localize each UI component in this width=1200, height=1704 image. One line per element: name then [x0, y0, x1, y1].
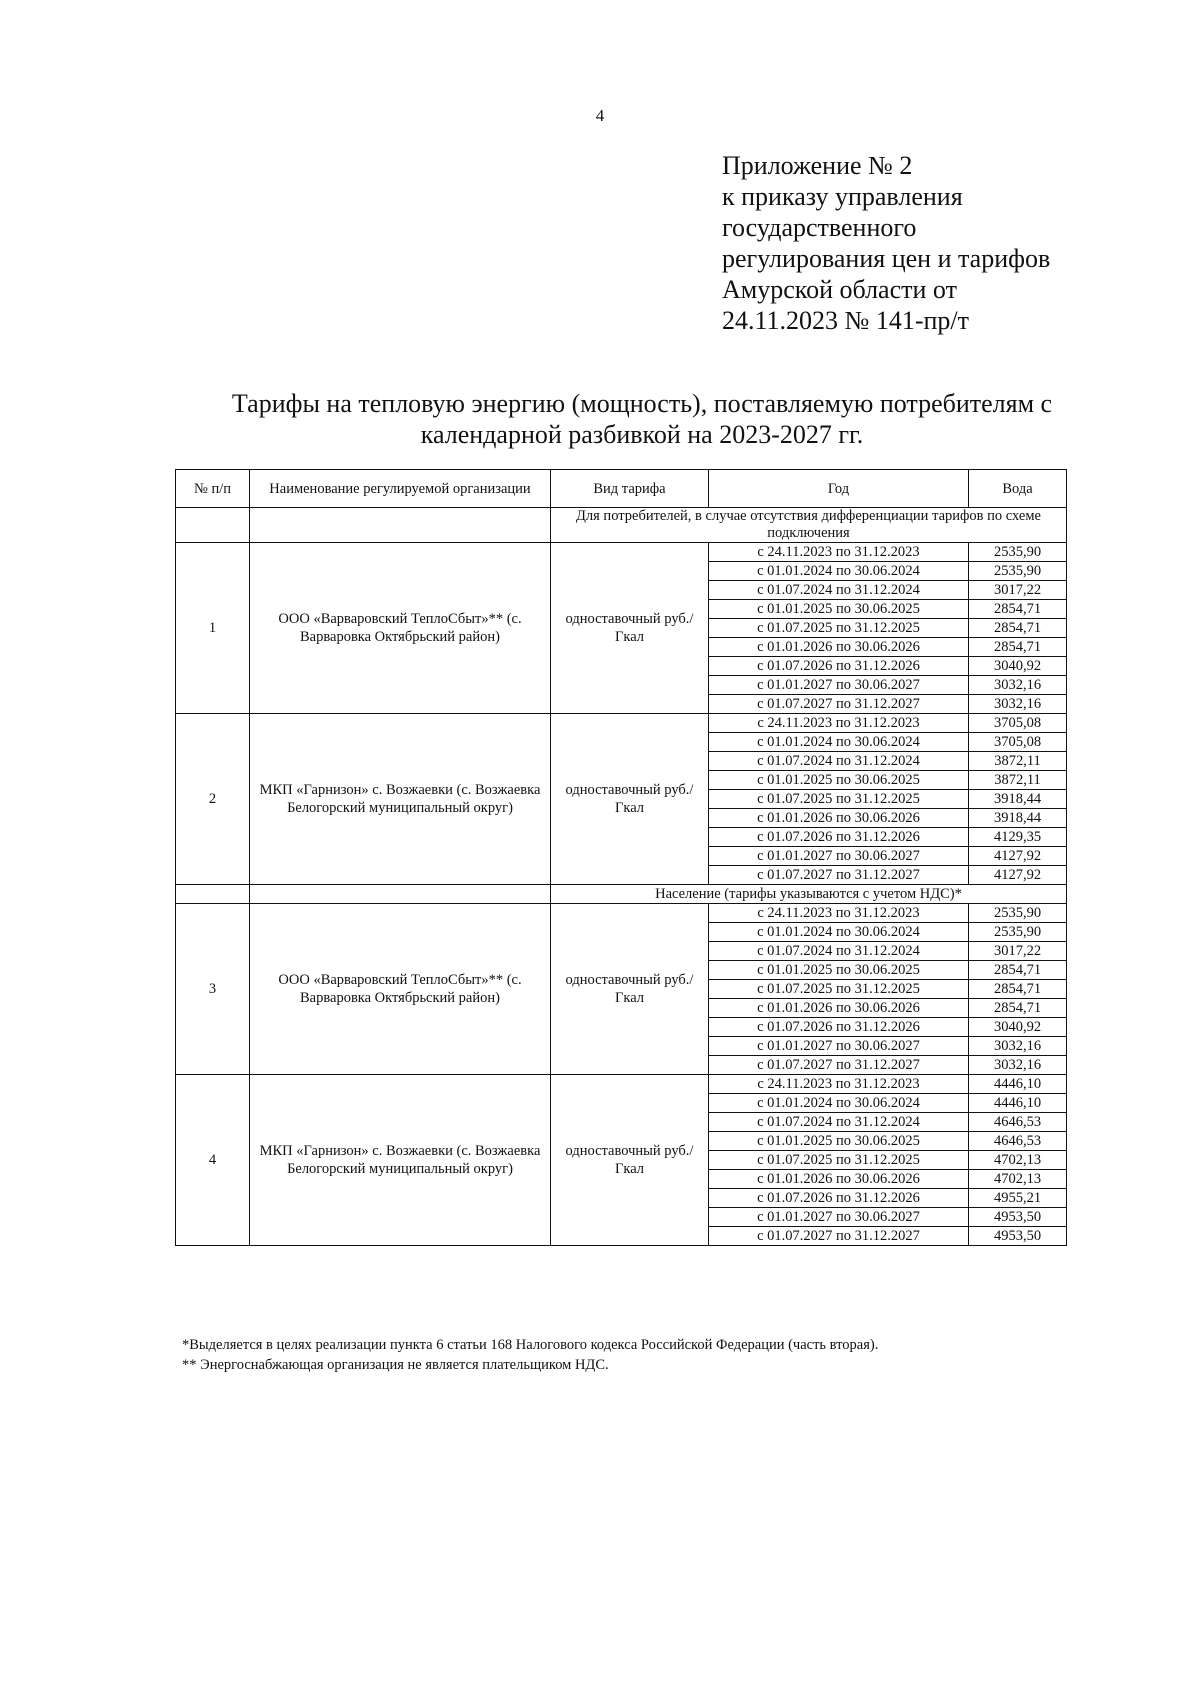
period-cell: с 24.11.2023 по 31.12.2023 — [709, 904, 969, 923]
water-tariff-value: 4127,92 — [969, 847, 1067, 866]
water-tariff-value: 2535,90 — [969, 923, 1067, 942]
row-number: 3 — [176, 904, 250, 1075]
appendix-reference — [722, 150, 1050, 336]
period-cell: с 01.07.2025 по 31.12.2025 — [709, 619, 969, 638]
appendix-line: государственного — [722, 213, 917, 242]
water-tariff-value: 4702,13 — [969, 1151, 1067, 1170]
table-row — [176, 1075, 1067, 1094]
organization-name: ООО «Варваровский ТеплоСбыт»** (с. Варваровка Октябрьский район) — [250, 904, 551, 1075]
table-header-row — [176, 470, 1067, 508]
footnote: *Выделяется в целях реализации пункта 6 статьи 168 Налогового кодекса Российской Федерации (часть вторая). — [182, 1337, 879, 1353]
period-cell: с 01.07.2027 по 31.12.2027 — [709, 1056, 969, 1075]
header-num: № п/п — [176, 470, 250, 508]
water-tariff-value: 4702,13 — [969, 1170, 1067, 1189]
water-tariff-value: 4953,50 — [969, 1227, 1067, 1246]
water-tariff-value: 3017,22 — [969, 942, 1067, 961]
water-tariff-value: 3032,16 — [969, 676, 1067, 695]
water-tariff-value: 3705,08 — [969, 714, 1067, 733]
period-cell: с 01.01.2024 по 30.06.2024 — [709, 733, 969, 752]
appendix-line: регулирования цен и тарифов — [722, 244, 1051, 273]
period-cell: с 01.01.2024 по 30.06.2024 — [709, 562, 969, 581]
section-label: Для потребителей, в случае отсутствия дифференциации тарифов по схеме подключения — [551, 508, 1067, 543]
water-tariff-value: 4129,35 — [969, 828, 1067, 847]
appendix-line: Приложение № 2 — [722, 151, 913, 180]
water-tariff-value: 4446,10 — [969, 1094, 1067, 1113]
organization-name: МКП «Гарнизон» с. Возжаевки (с. Возжаевка Белогорский муниципальный округ) — [250, 1075, 551, 1246]
water-tariff-value: 2535,90 — [969, 562, 1067, 581]
tariff-type: одноставочный руб./Гкал — [551, 543, 709, 714]
period-cell: с 01.07.2027 по 31.12.2027 — [709, 866, 969, 885]
period-cell: с 01.07.2027 по 31.12.2027 — [709, 695, 969, 714]
water-tariff-value: 4953,50 — [969, 1208, 1067, 1227]
document-title — [180, 388, 1104, 450]
row-number: 1 — [176, 543, 250, 714]
period-cell: с 01.07.2027 по 31.12.2027 — [709, 1227, 969, 1246]
period-cell: с 01.01.2027 по 30.06.2027 — [709, 1037, 969, 1056]
table-row — [176, 904, 1067, 923]
title-line: Тарифы на тепловую энергию (мощность), поставляемую потребителям с — [231, 389, 1053, 418]
period-cell: с 01.07.2025 по 31.12.2025 — [709, 1151, 969, 1170]
appendix-line: к приказу управления — [722, 182, 963, 211]
table-body — [176, 508, 1067, 1246]
period-cell: с 01.07.2024 по 31.12.2024 — [709, 581, 969, 600]
tariff-type: одноставочный руб./Гкал — [551, 1075, 709, 1246]
section-empty-cell — [250, 885, 551, 904]
water-tariff-value: 4127,92 — [969, 866, 1067, 885]
header-organization: Наименование регулируемой организации — [250, 470, 551, 508]
row-number: 2 — [176, 714, 250, 885]
period-cell: с 01.01.2026 по 30.06.2026 — [709, 638, 969, 657]
water-tariff-value: 4646,53 — [969, 1132, 1067, 1151]
water-tariff-value: 3040,92 — [969, 1018, 1067, 1037]
footnote: ** Энергоснабжающая организация не является плательщиком НДС. — [182, 1357, 609, 1373]
period-cell: с 01.07.2024 по 31.12.2024 — [709, 1113, 969, 1132]
period-cell: с 01.01.2026 по 30.06.2026 — [709, 999, 969, 1018]
water-tariff-value: 3918,44 — [969, 809, 1067, 828]
period-cell: с 01.01.2026 по 30.06.2026 — [709, 809, 969, 828]
header-tariff-type: Вид тарифа — [551, 470, 709, 508]
period-cell: с 01.07.2026 по 31.12.2026 — [709, 1018, 969, 1037]
period-cell: с 01.07.2024 по 31.12.2024 — [709, 942, 969, 961]
water-tariff-value: 2854,71 — [969, 600, 1067, 619]
section-empty-cell — [176, 508, 250, 543]
water-tariff-value: 3872,11 — [969, 771, 1067, 790]
period-cell: с 01.01.2027 по 30.06.2027 — [709, 1208, 969, 1227]
period-cell: с 01.01.2027 по 30.06.2027 — [709, 847, 969, 866]
water-tariff-value: 3918,44 — [969, 790, 1067, 809]
period-cell: с 01.07.2024 по 31.12.2024 — [709, 752, 969, 771]
period-cell: с 01.07.2026 по 31.12.2026 — [709, 828, 969, 847]
water-tariff-value: 4955,21 — [969, 1189, 1067, 1208]
period-cell: с 01.07.2025 по 31.12.2025 — [709, 790, 969, 809]
period-cell: с 01.01.2026 по 30.06.2026 — [709, 1170, 969, 1189]
period-cell: с 01.01.2025 по 30.06.2025 — [709, 600, 969, 619]
organization-name: ООО «Варваровский ТеплоСбыт»** (с. Варваровка Октябрьский район) — [250, 543, 551, 714]
section-row — [176, 508, 1067, 543]
water-tariff-value: 2854,71 — [969, 999, 1067, 1018]
title-line: календарной разбивкой на 2023-2027 гг. — [420, 420, 864, 449]
tariff-type: одноставочный руб./Гкал — [551, 904, 709, 1075]
period-cell: с 01.01.2025 по 30.06.2025 — [709, 961, 969, 980]
tariff-type: одноставочный руб./Гкал — [551, 714, 709, 885]
appendix-line: Амурской области от — [722, 275, 957, 304]
page-number: 4 — [595, 106, 605, 125]
water-tariff-value: 3705,08 — [969, 733, 1067, 752]
organization-name: МКП «Гарнизон» с. Возжаевки (с. Возжаевка Белогорский муниципальный округ) — [250, 714, 551, 885]
section-empty-cell — [176, 885, 250, 904]
water-tariff-value: 2854,71 — [969, 961, 1067, 980]
water-tariff-value: 2854,71 — [969, 638, 1067, 657]
period-cell: с 24.11.2023 по 31.12.2023 — [709, 714, 969, 733]
water-tariff-value: 2854,71 — [969, 980, 1067, 999]
footnotes — [182, 1335, 878, 1375]
period-cell: с 01.01.2025 по 30.06.2025 — [709, 771, 969, 790]
section-row — [176, 885, 1067, 904]
water-tariff-value: 3017,22 — [969, 581, 1067, 600]
period-cell: с 01.07.2026 по 31.12.2026 — [709, 657, 969, 676]
period-cell: с 01.01.2025 по 30.06.2025 — [709, 1132, 969, 1151]
table-row — [176, 543, 1067, 562]
period-cell: с 24.11.2023 по 31.12.2023 — [709, 543, 969, 562]
water-tariff-value: 4646,53 — [969, 1113, 1067, 1132]
period-cell: с 01.01.2024 по 30.06.2024 — [709, 1094, 969, 1113]
water-tariff-value: 3040,92 — [969, 657, 1067, 676]
period-cell: с 24.11.2023 по 31.12.2023 — [709, 1075, 969, 1094]
water-tariff-value: 3032,16 — [969, 695, 1067, 714]
period-cell: с 01.01.2024 по 30.06.2024 — [709, 923, 969, 942]
header-year: Год — [709, 470, 969, 508]
section-label: Население (тарифы указываются с учетом НДС)* — [551, 885, 1067, 904]
water-tariff-value: 2535,90 — [969, 543, 1067, 562]
row-number: 4 — [176, 1075, 250, 1246]
water-tariff-value: 3032,16 — [969, 1037, 1067, 1056]
water-tariff-value: 2854,71 — [969, 619, 1067, 638]
water-tariff-value: 3032,16 — [969, 1056, 1067, 1075]
tariff-table — [175, 469, 1067, 1246]
period-cell: с 01.07.2025 по 31.12.2025 — [709, 980, 969, 999]
section-empty-cell — [250, 508, 551, 543]
period-cell: с 01.01.2027 по 30.06.2027 — [709, 676, 969, 695]
header-water: Вода — [969, 470, 1067, 508]
water-tariff-value: 3872,11 — [969, 752, 1067, 771]
table-row — [176, 714, 1067, 733]
appendix-line: 24.11.2023 № 141-пр/т — [722, 306, 969, 335]
water-tariff-value: 4446,10 — [969, 1075, 1067, 1094]
period-cell: с 01.07.2026 по 31.12.2026 — [709, 1189, 969, 1208]
water-tariff-value: 2535,90 — [969, 904, 1067, 923]
